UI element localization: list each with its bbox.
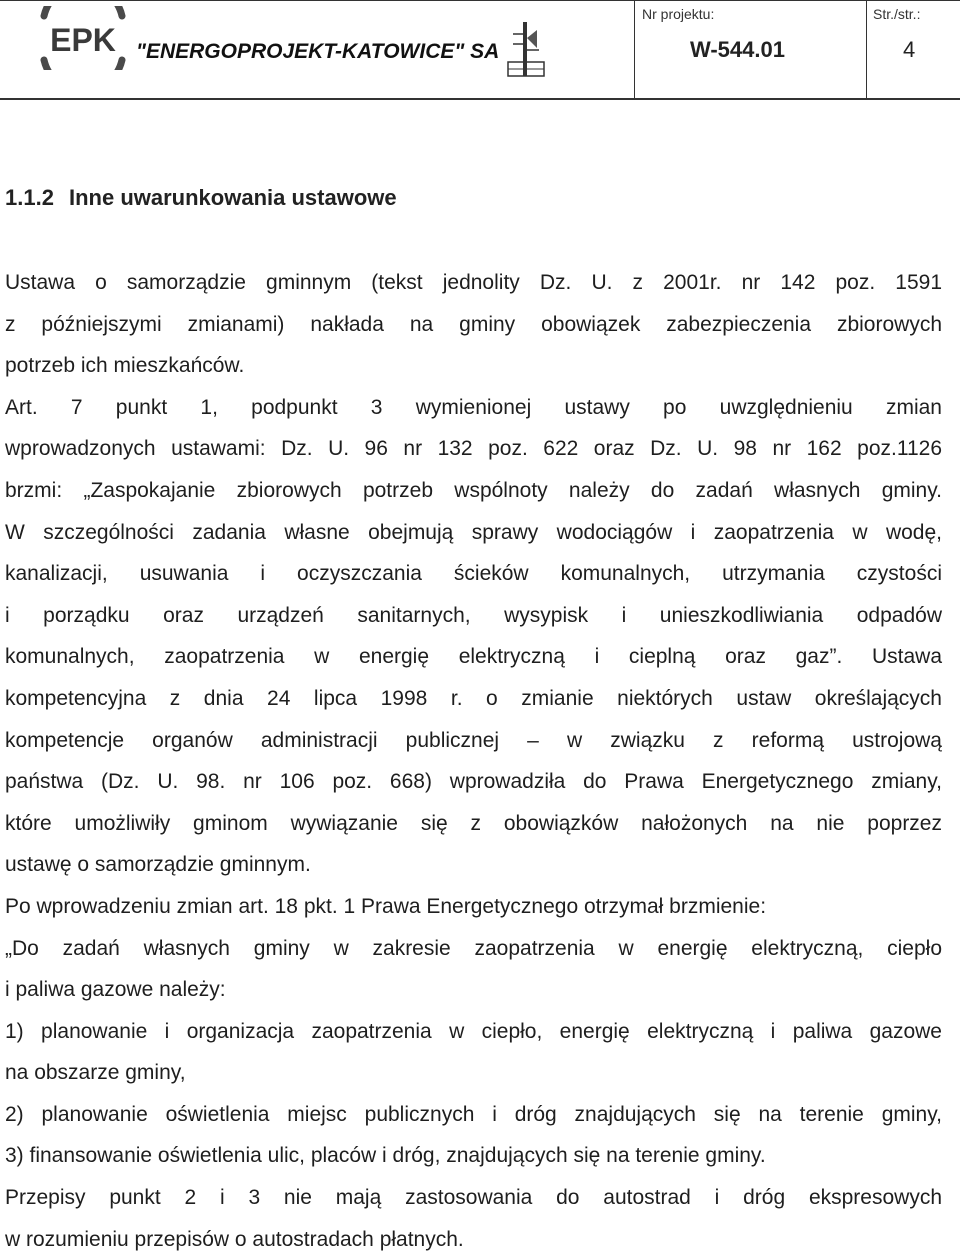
paragraph-line: komunalnych, zaopatrzenia w energię elektryczną i cieplną oraz gaz”. Ustawa	[5, 645, 942, 669]
list-item: na obszarze gminy,	[5, 1061, 186, 1085]
section-title: Inne uwarunkowania ustawowe	[69, 185, 397, 210]
paragraph-line: państwa (Dz. U. 98. nr 106 poz. 668) wprowadziła do Prawa Energetycznego zmiany,	[5, 770, 942, 794]
company-emblem-icon	[505, 20, 547, 80]
body-text	[5, 262, 942, 1260]
list-item: 3) finansowanie oświetlenia ulic, placów i dróg, znajdujących się na terenie gminy.	[5, 1144, 766, 1168]
page-header	[0, 0, 960, 100]
company-name: "ENERGOPROJEKT-KATOWICE" SA	[136, 40, 500, 63]
company-logo	[34, 6, 132, 70]
paragraph-line: Przepisy punkt 2 i 3 nie mają zastosowania do autostrad i dróg ekspresowych	[5, 1186, 942, 1210]
list-item: 1) planowanie i organizacja zaopatrzenia w ciepło, energię elektryczną i paliwa gazowe	[5, 1019, 942, 1043]
section-heading	[5, 185, 397, 211]
paragraph-line: W szczególności zadania własne obejmują sprawy wodociągów i zaopatrzenia w wodę,	[5, 520, 942, 544]
paragraph-line: ustawę o samorządzie gminnym.	[5, 853, 311, 877]
paragraph-line: kompetencje organów administracji publicznej – w związku z reformą ustrojową	[5, 728, 942, 752]
project-number: W-544.01	[690, 37, 785, 62]
paragraph-line: „Do zadań własnych gminy w zakresie zaopatrzenia w energię elektryczną, ciepło	[5, 936, 942, 960]
paragraph-line: kanalizacji, usuwania i oczyszczania ścieków komunalnych, utrzymania czystości	[5, 562, 942, 586]
logo-text: EPK	[50, 22, 116, 58]
paragraph-line: brzmi: „Zaspokajanie zbiorowych potrzeb wspólnoty należy do zadań własnych gminy.	[5, 478, 942, 502]
header-top-rule	[0, 0, 960, 1]
paragraph-line: z późniejszymi zmianami) nakłada na gminy obowiązek zabezpieczenia zbiorowych	[5, 312, 942, 336]
header-divider	[634, 0, 635, 98]
paragraph-line: w rozumieniu przepisów o autostradach płatnych.	[5, 1227, 464, 1251]
list-item: 2) planowanie oświetlenia miejsc publicznych i dróg znajdujących się na terenie gminy,	[5, 1102, 942, 1126]
page-number: 4	[903, 37, 916, 62]
paragraph-line: Ustawa o samorządzie gminnym (tekst jednolity Dz. U. z 2001r. nr 142 poz. 1591	[5, 271, 942, 294]
section-number: 1.1.2	[5, 185, 54, 210]
paragraph-line: i porządku oraz urządzeń sanitarnych, wysypisk i unieszkodliwiania odpadów	[5, 603, 942, 627]
paragraph-line: i paliwa gazowe należy:	[5, 978, 226, 1002]
project-number-label: Nr projektu:	[642, 6, 715, 22]
header-bottom-rule	[0, 98, 960, 100]
header-divider	[866, 0, 867, 98]
paragraph-line: potrzeb ich mieszkańców.	[5, 354, 245, 378]
paragraph-line: Art. 7 punkt 1, podpunkt 3 wymienionej ustawy po uwzględnieniu zmian	[5, 395, 942, 419]
paragraph-line: kompetencyjna z dnia 24 lipca 1998 r. o zmianie niektórych ustaw określających	[5, 686, 942, 710]
page-number-label: Str./str.:	[873, 6, 921, 22]
paragraph-line: Po wprowadzeniu zmian art. 18 pkt. 1 Prawa Energetycznego otrzymał brzmienie:	[5, 894, 767, 918]
paragraph-line: które umożliwiły gminom wywiązanie się z obowiązków nałożonych na nie poprzez	[5, 811, 942, 835]
paragraph-line: wprowadzonych ustawami: Dz. U. 96 nr 132 poz. 622 oraz Dz. U. 98 nr 162 poz.1126	[5, 437, 942, 461]
